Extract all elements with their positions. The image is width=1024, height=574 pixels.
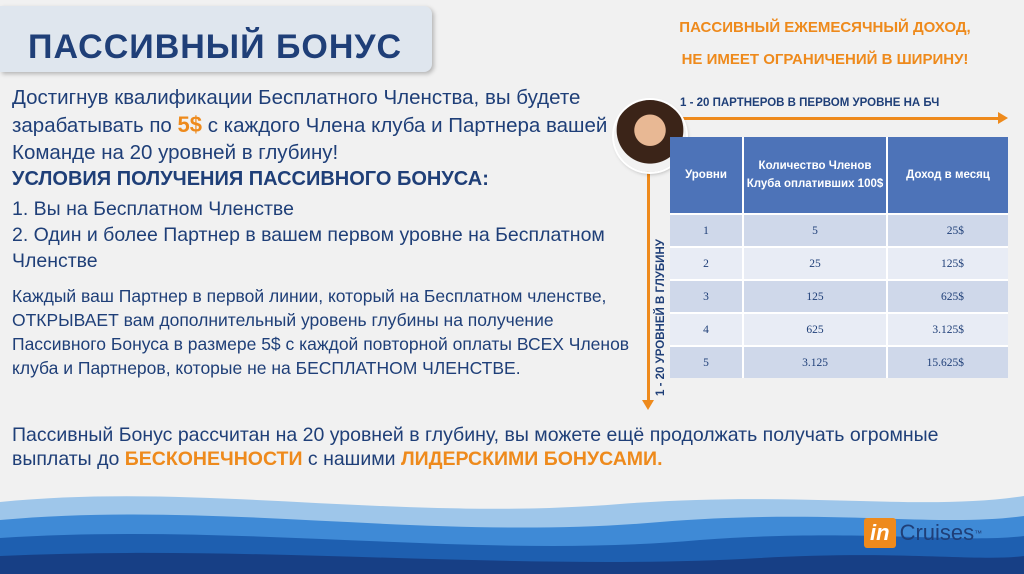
column-header-members: Количество Членов Клуба оплативших 100$ — [743, 137, 887, 214]
orange-headline-line-2: НЕ ИМЕЕТ ОГРАНИЧЕНИЙ В ШИРИНУ! — [681, 51, 969, 68]
condition-item-2: 2. Один и более Партнер в вашем первом уровне на Бесплатном Членстве — [12, 224, 605, 272]
partner-paragraph: Каждый ваш Партнер в первой линии, который на Бесплатном членстве, ОТКРЫВАЕТ вам дополнительный уровень глубины на получение Пассивного Бонуса в размере 5$ с каждой повторной оплаты ВСЕХ Членов клуба и Партнеров, которые не на БЕСПЛАТНОМ ЧЛЕНСТВЕ. — [12, 286, 630, 378]
condition-item-1: 1. Вы на Бесплатном Членстве — [12, 198, 294, 220]
title-banner — [0, 6, 432, 72]
table-header-row — [670, 137, 1008, 214]
table-row: 4 625 3.125$ — [670, 313, 1008, 346]
table-row: 3 125 625$ — [670, 280, 1008, 313]
table-row: 2 25 125$ — [670, 247, 1008, 280]
table-row: 1 5 25$ — [670, 214, 1008, 247]
width-axis-label: 1 - 20 ПАРТНЕРОВ В ПЕРВОМ УРОВНЕ НА БЧ — [680, 97, 940, 109]
table-row: 5 3.125 15.625$ — [670, 346, 1008, 378]
intro-paragraph: Достигнув квалификации Бесплатного Членства, вы будете зарабатывать по 5$ с каждого Члена клуба и Партнера вашей Команде на 20 уровней в глубину! — [12, 86, 608, 164]
depth-axis-label: 1 - 20 УРОВНЕЙ В ГЛУБИНУ — [655, 239, 667, 396]
column-header-levels: Уровни — [670, 137, 743, 214]
page-title: ПАССИВНЫЙ БОНУС — [28, 28, 403, 66]
bonus-amount: 5$ — [177, 112, 203, 137]
conditions-list — [12, 196, 622, 274]
depth-arrow-head-icon — [642, 400, 654, 410]
income-table — [670, 137, 1008, 378]
width-arrow-head-icon — [998, 112, 1008, 124]
width-arrow — [660, 117, 1000, 120]
column-header-income: Доход в месяц — [887, 137, 1008, 214]
summary-paragraph: Пассивный Бонус рассчитан на 20 уровней в глубину, вы можете ещё продолжать получать огромные выплаты до БЕСКОНЕЧНОСТИ с нашими ЛИДЕРСКИМИ БОНУСАМИ. — [12, 424, 939, 470]
conditions-heading: УСЛОВИЯ ПОЛУЧЕНИЯ ПАССИВНОГО БОНУСА: — [12, 168, 489, 190]
depth-arrow — [647, 156, 650, 402]
incruises-logo: in Cruises ™ — [864, 516, 982, 550]
orange-headline-line-1: ПАССИВНЫЙ ЕЖЕМЕСЯЧНЫЙ ДОХОД, — [679, 19, 971, 36]
